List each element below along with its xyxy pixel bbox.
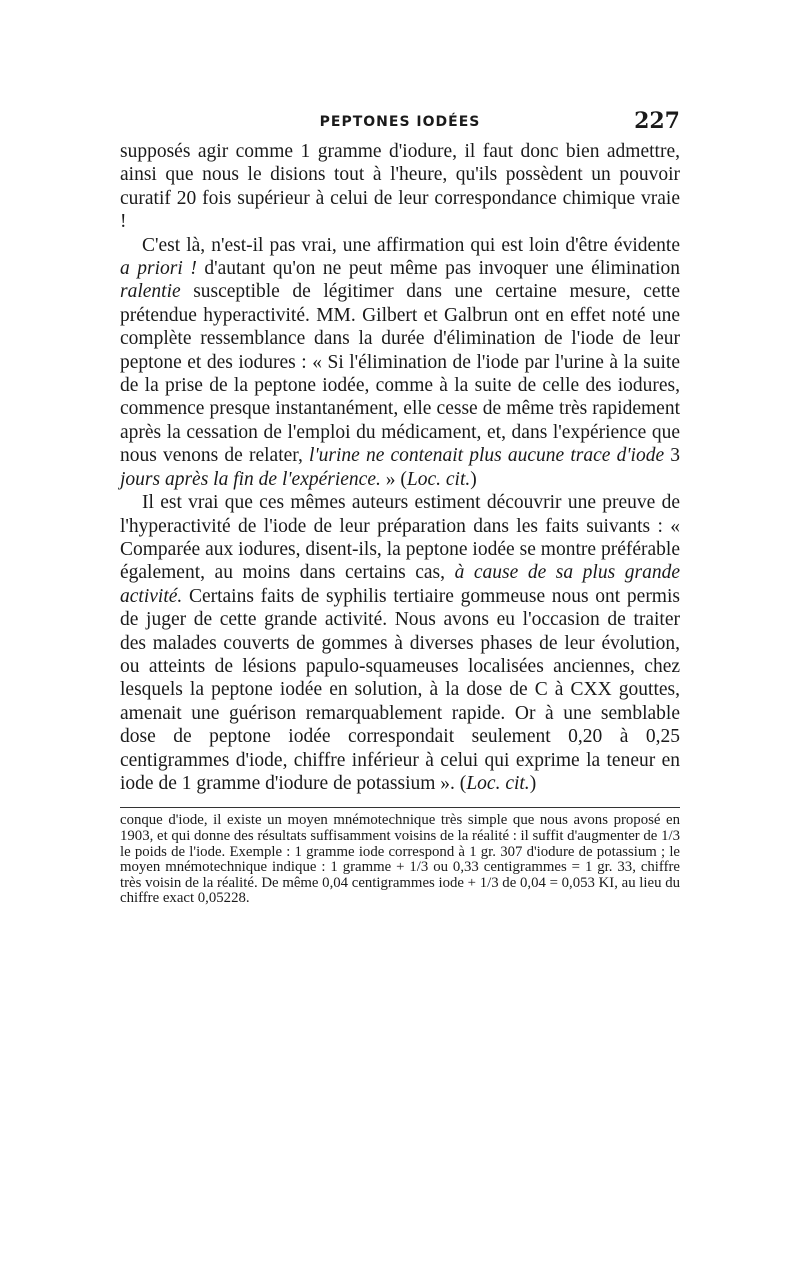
- italic-text-segment: Loc. cit.: [406, 468, 471, 490]
- document-page: [120, 100, 680, 907]
- text-segment: Il est vrai que ces mêmes auteurs estiment découvrir une preuve de l'hyperactivité de l'iode de leur préparation dans les faits suivants : « Comparée aux iodures, disent-ils, la peptone iodée se montre préférable également, au moins dans certains cas,: [120, 492, 680, 584]
- page-number: 227: [634, 108, 680, 134]
- text-segment: susceptible de légitimer dans une certaine mesure, cette prétendue hyperactivité. MM. Gilbert et Galbrun ont en effet noté une complète ressemblance dans la durée d'élimination de l'iode de leur peptone et des iodures : « Si l'élimination de l'iode par l'urine à la suite de la prise de la peptone iodée, comme à la suite de celle des iodures, commence presque instantanément, elle cesse de même très rapidement après la cessation de l'emploi du médicament, et, dans l'expérience que nous venons de relater,: [120, 281, 680, 467]
- italic-text-segment: jours après la fin de l'expérience.: [120, 468, 381, 490]
- text-segment: supposés agir comme 1 gramme d'iodure, il faut donc bien admettre, ainsi que nous le disions tout à l'heure, qu'ils possèdent un pouvoir curatif 20 fois supérieur à celui de leur correspondance chimique vraie !: [120, 141, 680, 233]
- paragraph-1: [120, 140, 680, 234]
- running-header: [120, 100, 680, 140]
- italic-text-segment: ralentie: [120, 281, 181, 303]
- text-segment: ): [470, 468, 477, 490]
- text-segment: Certains faits de syphilis tertiaire gommeuse nous ont permis de juger de cette grande activité. Nous avons eu l'occasion de traiter des malades couverts de gommes à diverses phases de leur évolution, ou atteints de lésions papulo-squameuses localisées anciennes, chez lesquels la peptone iodée en solution, à la dose de C à CXX gouttes, amenait une guérison remarquablement rapide. Or à une semblable dose de peptone iodée correspondait seulement 0,20 à 0,25 centigrammes d'iode, chiffre inférieur à celui qui exprime la teneur en iode de 1 gramme d'iodure de potassium ». (: [120, 585, 680, 794]
- paragraph-3: [120, 491, 680, 795]
- paragraph-2: [120, 234, 680, 491]
- italic-text-segment: a priori !: [120, 258, 197, 280]
- footnote-rule: [120, 807, 680, 808]
- italic-text-segment: Loc. cit.: [466, 772, 530, 794]
- text-segment: ): [529, 772, 537, 794]
- text-segment: » (: [380, 468, 407, 490]
- italic-text-segment: l'urine ne contenait plus aucune trace d'iode: [309, 445, 665, 467]
- body-text: [120, 140, 680, 795]
- footnote: conque d'iode, il existe un moyen mnémotechnique très simple que nous avons proposé en 1903, et qui donne des résultats suffisamment voisins de la réalité : il suffit d'augmenter de 1/3 le poids de l'iode. Exemple : 1 gramme iode correspond à 1 gr. 307 d'iodure de potassium ; le moyen mnémotechnique indique : 1 gramme + 1/3 ou 0,33 centigrammes = 1 gr. 33, chiffre très voisin de la réalité. De même 0,04 centigrammes iode + 1/3 de 0,04 = 0,053 KI, au lieu du chiffre exact 0,05228.: [120, 812, 680, 907]
- text-segment: d'autant qu'on ne peut même pas invoquer une élimination: [196, 258, 681, 280]
- running-head-title: PEPTONES IODÉES: [319, 114, 481, 130]
- text-segment: 3: [664, 445, 681, 467]
- text-segment: C'est là, n'est-il pas vrai, une affirmation qui est loin d'être évidente: [142, 234, 680, 256]
- italic-text-segment: à cause de sa plus grande activité.: [120, 562, 680, 607]
